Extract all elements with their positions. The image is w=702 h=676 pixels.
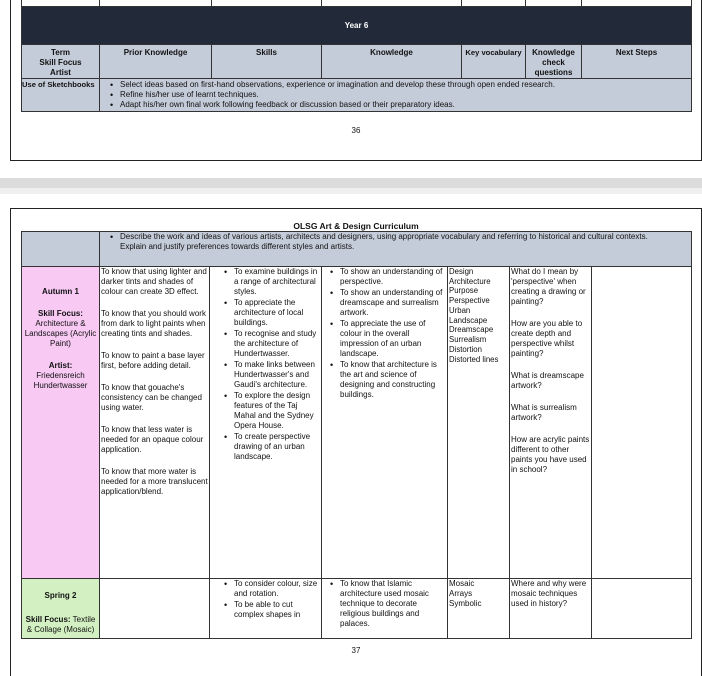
prior-item: To know that more water is needed for a more translucent application/blend. [101,467,208,496]
skill-item: • To be able to cut complex shapes in [220,600,321,620]
year-title: Year 6 [22,7,692,45]
page-number: 36 [351,126,361,135]
autumn-skills [210,267,322,579]
spring-row [22,579,692,639]
sketchbook-point: • Select ideas based on first-hand observations, experience or imagination and develop these through open ended research. [104,80,691,90]
header-term: Term Skill Focus Artist [22,45,100,79]
sketchbooks-label: Use of Sketchbooks [22,79,100,112]
check-question: How are acrylic paints different to other paints you have used in school? [511,435,590,474]
spring-check-question: Where and why were mosaic techniques used in history? [510,579,592,639]
vocab-word: Perspective [449,296,490,306]
header-key-vocabulary: Key vocabulary [462,45,526,79]
skill-item: • To recognise and study the architecture of Hundertwasser. [220,329,321,359]
sketchbooks-objectives [100,79,692,112]
vocab-word: Urban [449,305,471,315]
spring-knowledge [322,579,448,639]
vocab-word: Distortion [449,344,482,354]
sketchbook-point: • Adapt his/her own final work following feedback or discussion based or their preparatory ideas. [104,100,691,110]
intro-extra: Explain and justify preferences towards different styles and artists. [120,242,355,251]
skill-item: • To create perspective drawing of an urban landscape. [220,432,321,462]
vocab-word: Symbolic [449,599,482,608]
knowledge-item: • To show an understanding of perspective. [326,267,447,287]
skill-item: • To make links between Hundertwasser's and Gaudi's architecture. [220,360,321,390]
term-name: Spring 2 [44,591,77,600]
knowledge-item: • To show an understanding of dreamscape and surrealism artwork. [326,288,447,318]
curriculum-table [21,231,692,639]
page-gap-shadow [0,188,702,194]
page-gap [0,178,702,188]
header-skills: Skills [212,45,322,79]
prior-item: To know that you should work from dark to light paints when creating tints and shades. [101,309,206,338]
document-title: OLSG Art & Design Curriculum [293,221,419,231]
intro-blank [22,232,100,267]
knowledge-item: • To appreciate the use of colour in the overall impression of an urban landscape. [326,319,447,359]
autumn-next-steps [592,267,692,579]
autumn-row [22,267,692,579]
vocab-word: Distorted lines [449,354,499,364]
prior-item: To know that less water is needed for an opaque colour application. [101,425,204,454]
artist-value: Friedensreich Hundertwasser [33,371,88,390]
spring-term-cell [22,579,100,639]
check-question: What is dreamscape artwork? [511,371,584,390]
artist-label: Artist: [48,361,73,370]
skill-focus-value: Textile & Collage (Mosaic) [26,615,96,634]
check-question: How are you able to create depth and perspective whilst painting? [511,319,583,358]
autumn-check-questions [510,267,592,579]
intro-objectives [100,232,692,267]
year6-table [21,0,692,112]
spring-skills [210,579,322,639]
vocab-word: Dreamscape [449,325,494,335]
vocab-word: Design [449,267,474,276]
vocab-word: Landscape [449,315,488,325]
prior-item: To know that using lighter and darker tints and shades of colour can create 3D effect. [101,267,207,296]
skill-focus-value: Architecture & Landscapes (Acrylic Paint) [24,319,97,348]
check-question: What do I mean by 'perspective' when creating a drawing or painting? [511,267,586,306]
skill-focus-label: Skill Focus: [38,309,83,318]
knowledge-item: • To know that architecture is the art and science of designing and constructing buildings. [326,360,447,400]
header-knowledge: Knowledge [322,45,462,79]
spring-next-steps [592,579,692,639]
skill-item: • To explore the design features of the Taj Mahal and the Sydney Opera House. [220,391,321,431]
page-36 [10,0,702,161]
spring-vocabulary [448,579,510,639]
term-name: Autumn 1 [42,287,79,296]
vocab-word: Purpose [449,286,479,296]
autumn-term-cell [22,267,100,579]
skill-item: • To consider colour, size and rotation. [220,579,321,599]
autumn-knowledge [322,267,448,579]
header-prior-knowledge: Prior Knowledge [100,45,212,79]
vocab-word: Architecture [449,276,491,286]
autumn-prior-knowledge [100,267,210,579]
spring-prior-knowledge [100,579,210,639]
vocab-word: Mosaic [449,579,475,588]
vocab-word: Surrealism [449,335,487,345]
check-question: What is surrealism artwork? [511,403,577,422]
skill-item: • To examine buildings in a range of architectural styles. [220,267,321,297]
sketchbook-point: • Refine his/her use of learnt techniques. [104,90,691,100]
skill-item: • To appreciate the architecture of local buildings. [220,298,321,328]
autumn-vocabulary [448,267,510,579]
page-number: 37 [351,646,361,655]
skill-focus-label: Skill Focus: [25,615,71,624]
header-next-steps: Next Steps [582,45,692,79]
page-37 [10,208,702,676]
intro-point: • Describe the work and ideas of various artists, architects and designers, using appropriate vocabulary and referring to historical and cultural contexts. [104,232,691,242]
knowledge-item: • To know that Islamic architecture used mosaic technique to decorate religious buildings and palaces. [326,579,447,629]
vocab-word: Arrays [449,589,473,598]
prior-item: To know to paint a base layer first, before adding detail. [101,351,205,370]
prior-item: To know that gouache's consistency can be changed using water. [101,383,202,412]
header-knowledge-check: Knowledge check questions [526,45,582,79]
